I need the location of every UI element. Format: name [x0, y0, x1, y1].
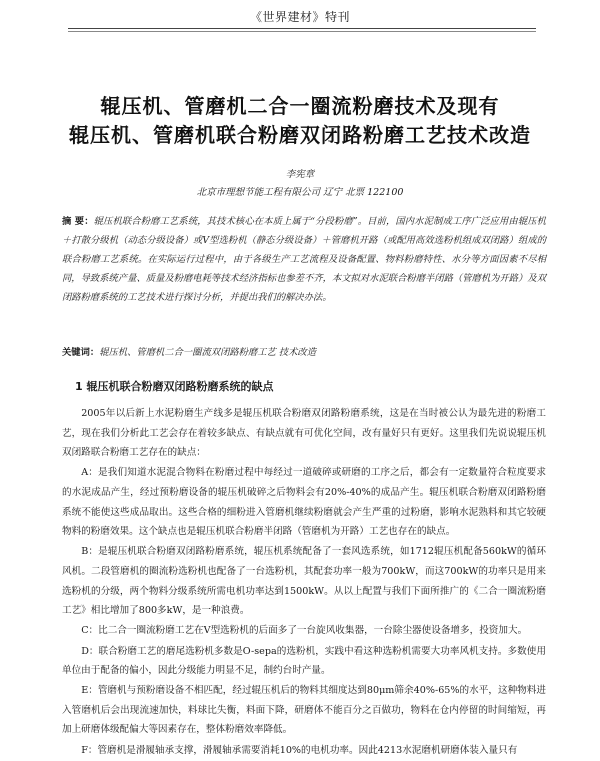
- article-title-line1: 辊压机、管磨机二合一圈流粉磨技术及现有: [100, 94, 500, 118]
- affiliation: 北京市理想节能工程有限公司 辽宁 北票 122100: [196, 187, 404, 198]
- abstract: [62, 212, 546, 307]
- paragraph-f: F：管磨机是滑履轴承支撑，滑履轴承需要消耗10%的电机功率。因此4213水泥磨机研磨体装入量只有: [81, 744, 518, 756]
- paragraph-d: D：联合粉磨工艺的磨尾选粉机多数是O-sepa的选粉机，实践中看这种选粉机需要大功率风机支持。多数使用单位由于配备的偏小，因此分级能力明显不足，制约台时产量。: [62, 645, 546, 677]
- paragraph-a: A：是我们知道水泥混合物料在粉磨过程中每经过一道破碎或研磨的工序之后，都会有一定数量符合粒度要求的水泥成品产生，经过预粉磨设备的辊压机破碎之后物料会有20%-40%的成品产生。辊压机联合粉磨双闭路粉磨系统不能使这些成品取出。这些合格的细粉进入管磨机继续粉磨就会产生严重的过粉磨，影响水泥熟料和其它较硬物料的粉磨效果。这个缺点也是辊压机联合粉磨半闭路（管磨机为开路）工艺也存在的缺点。: [62, 467, 546, 538]
- header-rule-top: [68, 28, 536, 29]
- journal-header: 《世界建材》特刊: [249, 10, 350, 24]
- paragraph-e: E：管磨机与预粉磨设备不相匹配，经过辊压机后的物料其细度达到80μm筛余40%-65%的水平，这种物料进入管磨机后会出现流速加快，料球比失衡，料面下降，研磨体不能百分之百做功，物料在仓内停留的时间缩短，再加上研磨体级配偏大等因素存在，整体粉磨效率降低。: [62, 685, 546, 736]
- paragraph-b: B：是辊压机联合粉磨双闭路粉磨系统，辊压机系统配备了一套风选系统，如1712辊压机配备560kW的循环风机。二段管磨机的圈流粉选粉机也配备了一台选粉机，其配套功率一般为700kW，而这700kW的功率只是用来选粉机的分级，两个物料分级系统所需电机功率达到1500kW。从以上配置与我们下面所推广的《二合一圈流粉磨工艺》相比增加了800多kW，是一种浪费。: [62, 546, 546, 617]
- abstract-label: 摘 要：: [62, 216, 94, 227]
- abstract-text: 辊压机联合粉磨工艺系统，其技术核心在本质上属于“分段粉磨”。目前，国内水泥制成工序广泛应用由辊压机＋打散分级机（动态分级设备）或V型选粉机（静态分级设备）＋管磨机开路（或配用高效选粉机组成双闭路）组成的联合粉磨工艺系统。在实际运行过程中，由于各级生产工艺流程及设备配置、物料粉磨特性、水分等方面因素不尽相同，导致系统产量、质量及粉磨电耗等技术经济指标也参差不齐，本文拟对水泥联合粉磨半闭路（管磨机为开路）及双闭路粉磨系统的工艺技术进行探讨分析，并提出我们的解决办法。: [62, 216, 546, 303]
- body-text: [62, 404, 546, 761]
- header-rule-bottom: [68, 31, 536, 32]
- paragraph-intro: 2005年以后新上水泥粉磨生产线多是辊压机联合粉磨双闭路粉磨系统，这是在当时被公认为最先进的粉磨工艺，现在我们分析此工艺会存在着较多缺点、有缺点就有可优化空间，改有量好只有更好。这里我们先说说辊压机双闭路联合粉磨工艺存在的缺点：: [62, 408, 546, 459]
- paragraph-c: C：比二合一圈流粉磨工艺在V型选粉机的后面多了一台旋风收集器，一台除尘器使设备增多，投资加大。: [81, 625, 528, 637]
- keywords: [62, 344, 546, 358]
- keywords-label: 关键词：: [62, 347, 100, 358]
- keywords-text: 辊压机、管磨机二合一圈流双闭路粉磨工艺 技术改造: [99, 347, 316, 358]
- section-heading: 1 辊压机联合粉磨双闭路粉磨系统的缺点: [75, 380, 274, 393]
- article-title-line2: 辊压机、管磨机联合粉磨双闭路粉磨工艺技术改造: [69, 123, 531, 147]
- author: 李宪章: [285, 169, 315, 180]
